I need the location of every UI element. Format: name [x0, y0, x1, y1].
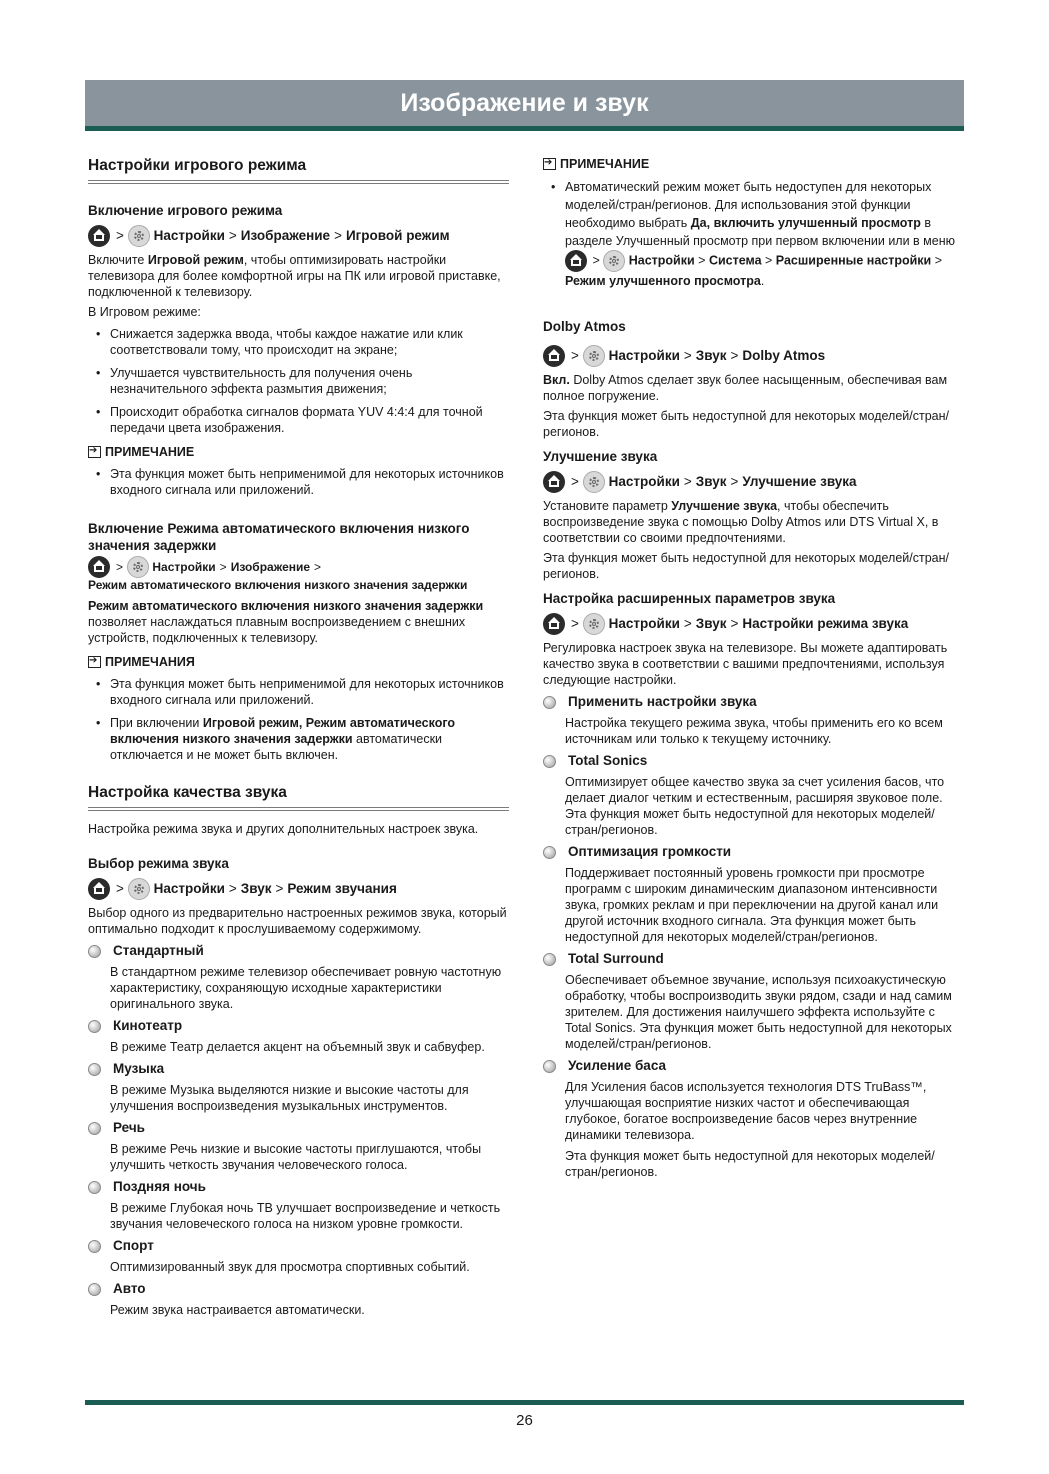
- path-item: Улучшение звука: [742, 474, 857, 489]
- path-item: Настройки: [152, 559, 216, 574]
- paragraph: Выбор одного из предварительно настроенных режимов звука, который оптимально подходит к прослушиваемому содержимому.: [88, 906, 507, 936]
- home-icon: [543, 471, 565, 493]
- subsection-title: Включение Режима автоматического включения низкого значения задержки: [88, 521, 470, 553]
- settings-gear-icon: [127, 556, 149, 578]
- path-item: Звук: [695, 616, 727, 631]
- subsection-title: Выбор режима звука: [88, 856, 229, 871]
- option-item: [543, 844, 964, 945]
- settings-gear-icon: [603, 250, 625, 272]
- path-item: Изображение: [240, 228, 331, 243]
- home-icon: [565, 250, 587, 272]
- home-icon: [88, 225, 110, 247]
- bullet-dot-icon: [88, 945, 101, 958]
- path-item: Dolby Atmos: [742, 348, 826, 363]
- option-title: Речь: [113, 1120, 145, 1135]
- section-title-sound: Настройка качества звука: [88, 785, 509, 811]
- option-title: Спорт: [113, 1238, 154, 1253]
- menu-path: > Настройки > Звук > Улучшение звука: [543, 471, 964, 493]
- settings-gear-icon: [583, 345, 605, 367]
- option-item: [543, 1058, 964, 1180]
- bullet-dot-icon: [543, 696, 556, 709]
- note-icon: [88, 656, 101, 668]
- bullet-dot-icon: [88, 1020, 101, 1033]
- list-item: • Снижается задержка ввода, чтобы каждое нажатие или клик соответствовали тому, что происходит на экране;: [110, 326, 509, 358]
- option-item: [543, 951, 964, 1052]
- home-icon: [88, 556, 110, 578]
- path-item: Настройки: [153, 228, 225, 243]
- path-item: Настройки: [608, 348, 680, 363]
- paragraph: Вкл. Dolby Atmos сделает звук более насыщенным, обеспечивая вам полное погружение.: [543, 373, 948, 403]
- settings-gear-icon: [128, 225, 150, 247]
- bullet-dot-icon: [88, 1240, 101, 1253]
- path-item: Режим звучания: [287, 881, 397, 896]
- paragraph: Настройка режима звука и других дополнительных настроек звука.: [88, 822, 479, 836]
- option-item: [543, 753, 964, 838]
- option-item: [88, 1238, 509, 1275]
- option-title: Поздняя ночь: [113, 1179, 206, 1194]
- path-item: Настройки: [153, 881, 225, 896]
- option-title: Музыка: [113, 1061, 165, 1076]
- option-desc: В режиме Глубокая ночь ТВ улучшает воспроизведение и четкость звучания человеческого голоса на низком уровне громкости.: [110, 1201, 501, 1231]
- paragraph: Эта функция может быть недоступной для некоторых моделей/стран/регионов.: [543, 409, 949, 439]
- path-item: Настройки: [608, 616, 680, 631]
- option-title: Total Sonics: [568, 753, 648, 768]
- list-item: • Автоматический режим может быть недоступен для некоторых моделей/стран/регионов. Для использования этой функции необходимо выбрать Да, включить улучшенный просмотр в разделе Улучшенный просмотр при первом включении или в меню > Настройки > Система > Расширенные настройки > Режим улучшенного просмотра.: [565, 178, 964, 290]
- option-title: Стандартный: [113, 943, 204, 958]
- option-item: [88, 943, 509, 1012]
- option-title: Авто: [113, 1281, 146, 1296]
- bullet-dot-icon: [543, 846, 556, 859]
- home-icon: [543, 345, 565, 367]
- option-title: Кинотеатр: [113, 1018, 183, 1033]
- list-item: • Эта функция может быть неприменимой для некоторых источников входного сигнала или приложений.: [110, 676, 509, 708]
- option-item: [543, 694, 964, 747]
- bullet-dot-icon: [543, 755, 556, 768]
- option-desc: Поддерживает постоянный уровень громкости при просмотре программ с широким динамическим диапазоном интенсивности звука, громких реклам и при переключении на другой канал или другой источник входного сигнала. Эта функция может быть недоступной для некоторых моделей/стран/регионов.: [565, 866, 939, 944]
- bullet-dot-icon: [88, 1122, 101, 1135]
- paragraph: Включите Игровой режим, чтобы оптимизировать настройки телевизора для более комфортной игры на ПК или игровой приставке, подключенной к телевизору.: [88, 253, 501, 299]
- footer-rule: [85, 1400, 964, 1405]
- bullet-dot-icon: [88, 1063, 101, 1076]
- settings-gear-icon: [583, 613, 605, 635]
- bullet-dot-icon: [88, 1181, 101, 1194]
- note-icon: [88, 446, 101, 458]
- option-title: Оптимизация громкости: [568, 844, 732, 859]
- path-item: Изображение: [230, 559, 311, 574]
- option-desc: В стандартном режиме телевизор обеспечивает ровную частотную характеристику, сохраняющую исходные характеристики оригинального звука.: [110, 965, 502, 1011]
- note-heading: ➔ ПРИМЕЧАНИЕ: [88, 444, 509, 460]
- option-desc: Оптимизированный звук для просмотра спортивных событий.: [110, 1260, 470, 1274]
- bullet-dot-icon: [543, 1060, 556, 1073]
- list-item: • Происходит обработка сигналов формата YUV 4:4:4 для точной передачи цвета изображения.: [110, 404, 509, 436]
- list-item: • Эта функция может быть неприменимой для некоторых источников входного сигнала или приложений.: [110, 466, 509, 498]
- path-item: Игровой режим: [345, 228, 450, 243]
- path-item: Режим автоматического включения низкого значения задержки: [88, 578, 468, 592]
- option-title: Total Surround: [568, 951, 664, 966]
- option-desc: Режим звука настраивается автоматически.: [110, 1303, 365, 1317]
- note-list: [543, 178, 964, 290]
- option-desc: В режиме Музыка выделяются низкие и высокие частоты для улучшения воспроизведения музыкальных инструментов.: [110, 1083, 469, 1113]
- menu-path: > Настройки > Изображение > Режим автоматического включения низкого значения задержки: [88, 556, 509, 593]
- subsection-title: Улучшение звука: [543, 449, 658, 464]
- option-title: Усиление баса: [568, 1058, 667, 1073]
- option-desc: В режиме Театр делается акцент на объемный звук и сабвуфер.: [110, 1040, 485, 1054]
- settings-gear-icon: [583, 471, 605, 493]
- menu-path: > Настройки > Звук > Настройки режима звука: [543, 613, 964, 635]
- menu-path: > Настройки > Звук > Dolby Atmos: [543, 345, 964, 367]
- left-column: [88, 150, 509, 1321]
- path-item: Настройки: [608, 474, 680, 489]
- option-item: [88, 1120, 509, 1173]
- option-item: [88, 1018, 509, 1055]
- option-desc: В режиме Речь низкие и высокие частоты приглушаются, чтобы улучшить четкость звучания человеческого голоса.: [110, 1142, 482, 1172]
- subsection-title: Настройка расширенных параметров звука: [543, 591, 836, 606]
- paragraph: Эта функция может быть недоступной для некоторых моделей/стран/регионов.: [543, 551, 949, 581]
- note-list: [88, 676, 509, 763]
- bullet-list: [88, 326, 509, 436]
- list-item: • Улучшается чувствительность для получения очень незначительного эффекта размытия движения;: [110, 365, 509, 397]
- option-desc: Оптимизирует общее качество звука за счет усиления басов, что делает диалог четким и естественным, расширяя звуковое поле. Эта функция может быть недоступной для некоторых моделей/стран/регионов.: [565, 775, 945, 837]
- right-column: [543, 150, 964, 1183]
- bullet-dot-icon: [88, 1283, 101, 1296]
- note-icon: [543, 158, 556, 170]
- home-icon: [88, 878, 110, 900]
- bullet-dot-icon: [543, 953, 556, 966]
- paragraph: Установите параметр Улучшение звука, чтобы обеспечить воспроизведение звука с помощью Dolby Atmos или DTS Virtual X, в соответствии со своими предпочтениями.: [543, 499, 939, 545]
- option-desc: Эта функция может быть недоступной для некоторых моделей/стран/регионов.: [565, 1149, 935, 1179]
- option-item: [88, 1281, 509, 1318]
- paragraph: В Игровом режиме:: [88, 305, 201, 319]
- page-title: Изображение и звук: [85, 80, 964, 126]
- option-item: [88, 1061, 509, 1114]
- settings-gear-icon: [128, 878, 150, 900]
- path-item: Звук: [695, 474, 727, 489]
- menu-path: > Настройки > Изображение > Игровой режим: [88, 225, 509, 247]
- path-item: Звук: [240, 881, 272, 896]
- paragraph: Режим автоматического включения низкого значения задержки позволяет наслаждаться плавным воспроизведением с внешних устройств, подключенных к телевизору.: [88, 599, 484, 645]
- option-desc: Обеспечивает объемное звучание, используя психоакустическую обработку, чтобы воспроизводить звуки рядом, сзади и над самим зрителем. Для достижения наилучшего эффекта используйте с Total Sonics. Эта функция может быть недоступной для некоторых моделей/стран/регионов.: [565, 973, 952, 1051]
- path-item: Звук: [695, 348, 727, 363]
- note-list: [88, 466, 509, 498]
- list-item: • При включении Игровой режим, Режим автоматического включения низкого значения задержки автоматически отключается и не может быть включен.: [110, 715, 509, 763]
- page-number: 26: [516, 1412, 533, 1429]
- section-title-game-mode: Настройки игрового режима: [88, 158, 509, 184]
- path-item: Настройки режима звука: [742, 616, 909, 631]
- note-heading: ➔ ПРИМЕЧАНИЯ: [88, 654, 509, 670]
- home-icon: [543, 613, 565, 635]
- menu-path: > Настройки > Звук > Режим звучания: [88, 878, 509, 900]
- option-desc: Настройка текущего режима звука, чтобы применить его ко всем источникам или только к текущему источнику.: [565, 716, 943, 746]
- paragraph: Регулировка настроек звука на телевизоре. Вы можете адаптировать качество звука в соответствии с вашими предпочтениями, используя следующие настройки.: [543, 641, 948, 687]
- option-item: [88, 1179, 509, 1232]
- option-desc: Для Усиления басов используется технология DTS TruBass™, улучшающая восприятие низких частот и обеспечивающая глубокое, богатое воспроизведение басов через внутренние динамики телевизора.: [565, 1080, 927, 1142]
- note-heading: ➔ ПРИМЕЧАНИЕ: [543, 156, 964, 172]
- subsection-title: Dolby Atmos: [543, 319, 626, 334]
- subsection-title: Включение игрового режима: [88, 203, 283, 218]
- title-rule: [85, 126, 964, 131]
- option-title: Применить настройки звука: [568, 694, 757, 709]
